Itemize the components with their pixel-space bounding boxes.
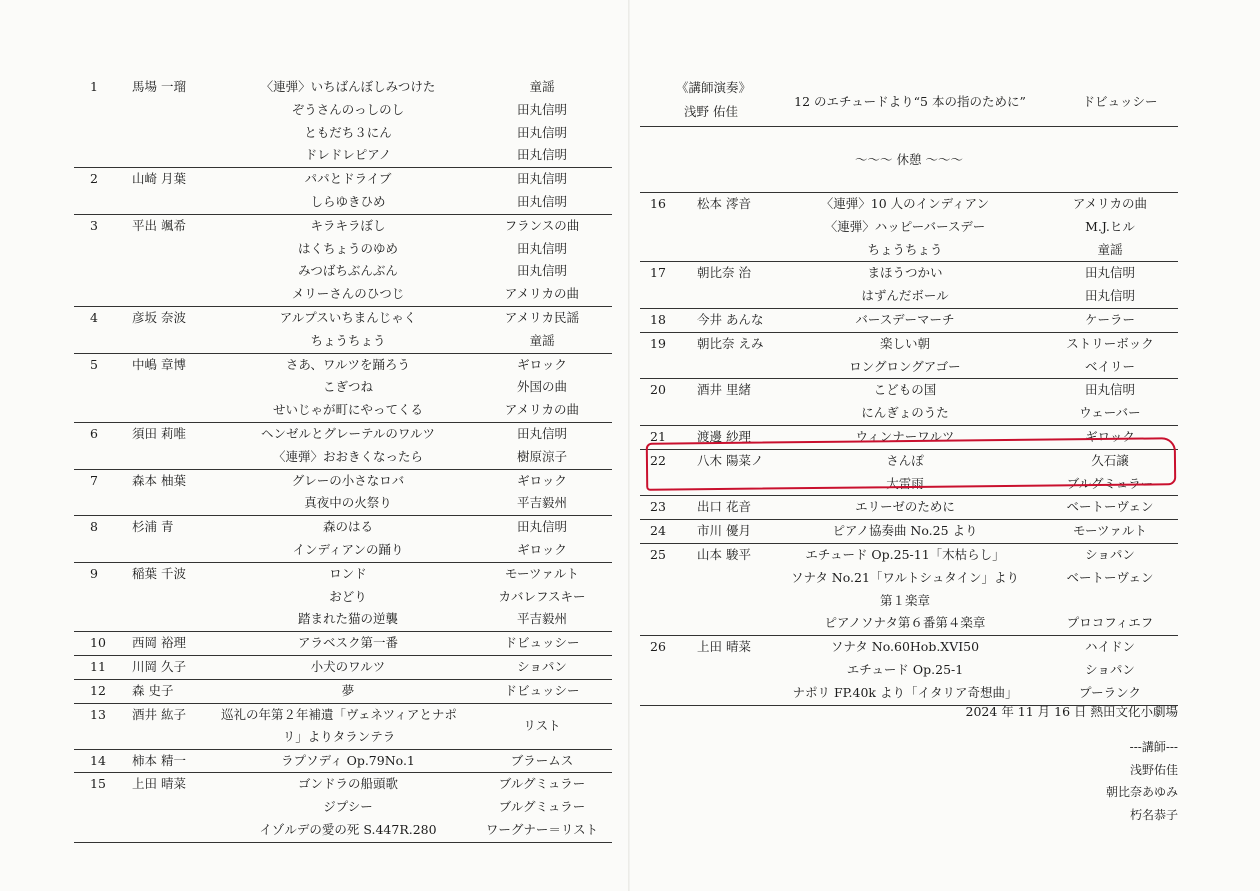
composer: ベートーヴェン <box>1066 499 1154 515</box>
piece-title: エチュード Op.25-11「木枯らし」 <box>805 547 1005 562</box>
composer: ベイリー <box>1084 358 1135 374</box>
piece-title: バースデーマーチ <box>855 312 955 327</box>
piece-title: こどもの国 <box>873 382 937 398</box>
composer: プーランク <box>1079 684 1141 700</box>
performer-group <box>74 632 612 656</box>
performer-group <box>74 563 612 632</box>
composer: ケーラー <box>1084 312 1135 327</box>
performer-group <box>640 379 1178 426</box>
composer: フランスの曲 <box>504 217 580 233</box>
program-row <box>74 215 612 237</box>
piece-title: まほうつかい <box>867 265 943 281</box>
performance-number: 21 <box>650 429 666 444</box>
piece-title: イゾルデの愛の死 S.447R.280 <box>259 821 437 837</box>
composer: ブラームス <box>510 752 574 768</box>
teacher-performance-piece: 12 のエチュードより“5 本の指のために” <box>794 94 1026 109</box>
piece-title: 森のはる <box>322 519 373 535</box>
performer-group <box>74 516 612 563</box>
performer-name: 彦坂 奈波 <box>132 310 186 325</box>
composer: アメリカの曲 <box>504 286 580 302</box>
program-row <box>640 193 1178 215</box>
composer: ギロック <box>517 356 567 372</box>
program-row <box>74 307 612 329</box>
performer-name: 八木 陽菜ノ <box>697 452 764 468</box>
performance-number: 17 <box>650 265 666 281</box>
program-row <box>640 379 1178 401</box>
performance-number: 22 <box>650 452 666 468</box>
performance-number: 7 <box>90 472 98 488</box>
program-row <box>74 122 612 144</box>
performer-group <box>640 333 1178 380</box>
composer: ハイドン <box>1084 639 1135 655</box>
program-row <box>74 399 612 421</box>
performance-number: 25 <box>650 547 666 562</box>
performer-group <box>74 680 612 704</box>
program-row <box>640 216 1178 238</box>
piece-title: こぎつね <box>322 379 373 395</box>
composer: ドビュッシー <box>504 682 580 698</box>
performer-group <box>640 496 1178 520</box>
piece-title: ウィンナーワルツ <box>855 429 955 444</box>
teacher-performance-composer: ドビュッシー <box>1082 94 1158 109</box>
program-row <box>74 586 612 608</box>
performer-name: 森本 柚葉 <box>132 472 186 488</box>
composer: ショパン <box>1085 661 1135 677</box>
program-row <box>74 260 612 282</box>
composer: 田丸信明 <box>1084 382 1135 398</box>
program-row <box>640 426 1178 448</box>
performance-number: 11 <box>90 659 106 674</box>
program-row <box>74 283 612 305</box>
program-row <box>640 520 1178 542</box>
composer: ショパン <box>517 659 567 674</box>
program-row <box>640 333 1178 355</box>
performance-number: 6 <box>90 426 98 441</box>
program-row <box>74 76 612 98</box>
piece-title: ちょうちょう <box>310 332 386 348</box>
composer: 田丸信明 <box>516 240 567 256</box>
performance-number: 8 <box>90 519 98 535</box>
program-row <box>74 563 612 585</box>
program-row <box>74 238 612 260</box>
performance-number: 13 <box>90 706 106 722</box>
teacher-performance <box>640 74 1178 127</box>
program-row <box>74 168 612 190</box>
performer-group <box>74 76 612 168</box>
piece-title: キラキラぼし <box>310 217 386 233</box>
composer: アメリカの曲 <box>504 402 580 418</box>
piece-title: おどり <box>329 588 367 604</box>
intermission-label: ～～～ 休憩 ～～～ <box>855 152 963 167</box>
piece-title: 巡礼の年第２年補遺「ヴェネツィアとナポリ」よりタランテラ <box>221 706 457 744</box>
composer: アメリカの曲 <box>1072 196 1148 211</box>
composer: プロコフィエフ <box>1066 615 1154 631</box>
teacher-name: 朝比奈あゆみ <box>1105 785 1178 799</box>
piece-title: 〈連弾〉10 人のインディアン <box>820 196 990 211</box>
piece-title: ピアノ協奏曲 No.25 より <box>832 523 978 539</box>
performer-group <box>640 544 1178 636</box>
piece-title: せいじゃが町にやってくる <box>272 402 423 418</box>
performance-number: 3 <box>90 217 98 233</box>
performance-number: 10 <box>90 635 106 651</box>
program-row <box>640 544 1178 566</box>
program-row <box>74 99 612 121</box>
performance-number: 24 <box>650 523 666 539</box>
performer-group <box>74 215 612 307</box>
program-row <box>74 539 612 561</box>
composer: ブルグミュラー <box>1066 475 1154 491</box>
program-row <box>640 356 1178 378</box>
piece-title: 夢 <box>341 682 355 698</box>
performer-group <box>74 656 612 680</box>
piece-title: ソナタ No.60Hob.XVI50 <box>830 639 980 655</box>
performance-number: 12 <box>90 682 106 698</box>
performer-name: 須田 莉唯 <box>132 426 186 441</box>
performer-name: 山崎 月葉 <box>132 171 186 187</box>
program-row <box>640 450 1178 472</box>
piece-title: パパとドライブ <box>304 171 392 187</box>
program-row <box>74 632 612 654</box>
performer-group <box>74 354 612 423</box>
teacher-name: 朽名恭子 <box>1129 807 1178 822</box>
performance-number: 26 <box>650 639 666 655</box>
performer-name: 森 史子 <box>132 682 174 698</box>
performance-number: 20 <box>650 382 666 398</box>
composer: 田丸信明 <box>516 426 567 441</box>
composer: モーツァルト <box>505 565 579 581</box>
performance-number: 19 <box>650 335 666 351</box>
piece-title: グレーの小さなロバ <box>291 472 405 488</box>
program-row <box>74 704 612 749</box>
program-row <box>74 516 612 538</box>
performer-name: 酒井 里緒 <box>697 382 751 398</box>
performer-name: 稲葉 千波 <box>132 565 186 581</box>
composer: カバレフスキー <box>498 588 586 604</box>
teacher-performance-label: 《講師演奏》 <box>676 80 752 95</box>
program-row <box>640 567 1178 589</box>
composer: 田丸信明 <box>516 193 567 209</box>
piece-title: ともだち３にん <box>304 124 392 140</box>
performance-number: 1 <box>90 79 98 94</box>
performer-name: 出口 花音 <box>697 499 751 515</box>
composer: モーツァルト <box>1073 523 1147 539</box>
performer-name: 朝比奈 えみ <box>697 335 764 351</box>
composer: 田丸信明 <box>1084 288 1135 304</box>
composer: 外国の曲 <box>516 379 567 395</box>
performer-name: 柿本 精一 <box>132 752 186 768</box>
piece-title: ぞうさんのっしのし <box>291 101 405 117</box>
composer: 田丸信明 <box>516 147 567 163</box>
performer-name: 中嶋 章博 <box>132 356 186 372</box>
piece-title: 小犬のワルツ <box>310 659 386 674</box>
piece-title: 楽しい朝 <box>879 335 930 351</box>
program-row <box>640 636 1178 658</box>
teacher-performance-name: 浅野 佑佳 <box>684 104 738 119</box>
piece-title: ヘンゼルとグレーテルのワルツ <box>260 426 435 441</box>
piece-title: エリーゼのために <box>855 499 955 515</box>
composer: ブルグミュラー <box>498 799 586 815</box>
program-row <box>74 773 612 795</box>
performer-group <box>74 168 612 215</box>
performer-group <box>640 193 1178 262</box>
composer: アメリカ民謡 <box>504 310 580 325</box>
piece-title: ラプソディ Op.79No.1 <box>281 752 415 768</box>
piece-title: しらゆきひめ <box>310 193 386 209</box>
composer: 平吉毅州 <box>516 495 567 511</box>
composer: ストリーボック <box>1066 335 1154 351</box>
performer-group <box>640 450 1178 497</box>
composer: 田丸信明 <box>516 263 567 279</box>
program-row <box>74 608 612 630</box>
performance-number: 2 <box>90 171 98 187</box>
piece-title: メリーさんのひつじ <box>291 286 405 302</box>
piece-title: みつばちぶんぶん <box>298 263 398 279</box>
composer: M.J.ヒル <box>1085 218 1135 234</box>
performance-number: 14 <box>90 752 106 768</box>
program-row <box>74 492 612 514</box>
program-row <box>74 423 612 445</box>
composer: 樹原涼子 <box>516 448 567 464</box>
concert-date-venue: 2024 年 11 月 16 日 熱田文化小劇場 <box>965 704 1178 719</box>
performer-name: 市川 優月 <box>697 523 751 539</box>
performer-group <box>74 470 612 517</box>
teacher-list-title: ---講師--- <box>1129 740 1178 754</box>
composer: 童謡 <box>529 79 555 94</box>
piece-title: エチュード Op.25-1 <box>846 661 964 677</box>
composer: 田丸信明 <box>516 101 567 117</box>
composer: ワーグナー＝リスト <box>485 821 599 837</box>
composer: ウェーバー <box>1079 405 1141 421</box>
performance-number: 23 <box>650 499 666 515</box>
piece-title: ロングロングアゴー <box>849 358 961 374</box>
program-row <box>640 309 1178 331</box>
composer: 童謡 <box>1097 241 1123 257</box>
performer-name: 酒井 紘子 <box>132 706 186 722</box>
composer: 平吉毅州 <box>516 611 567 627</box>
composer: リスト <box>523 717 561 733</box>
program-row <box>640 239 1178 261</box>
piece-title: にんぎょのうた <box>861 405 949 421</box>
piece-title: さんぽ <box>886 452 924 468</box>
program-row <box>640 402 1178 424</box>
performer-group <box>74 773 612 842</box>
performance-number: 9 <box>90 565 98 581</box>
program-row <box>640 285 1178 307</box>
piece-title: インディアンの踊り <box>292 541 404 557</box>
program-row <box>640 496 1178 518</box>
composer: ショパン <box>1085 547 1135 562</box>
performer-name: 上田 晴菜 <box>132 776 186 792</box>
performance-number: 4 <box>90 310 98 325</box>
piece-title: 第１楽章 <box>879 592 930 608</box>
piece-title: ちょうちょう <box>867 241 943 257</box>
composer: 田丸信明 <box>1084 265 1135 281</box>
performer-name: 杉浦 青 <box>132 519 174 535</box>
piece-title: アルプスいちまんじゃく <box>279 310 417 325</box>
program-row <box>640 659 1178 681</box>
performer-group <box>640 520 1178 544</box>
program-row <box>74 376 612 398</box>
program-row <box>640 612 1178 634</box>
program-row <box>74 750 612 772</box>
composer: ギロック <box>517 541 567 557</box>
program-row <box>74 819 612 841</box>
piece-title: アラベスク第一番 <box>297 635 398 651</box>
performer-group <box>74 423 612 470</box>
performance-number: 18 <box>650 312 666 327</box>
piece-title: ドレドレピアノ <box>304 147 392 163</box>
program-row <box>74 656 612 678</box>
teacher-name: 浅野佑佳 <box>1129 762 1178 777</box>
program-row <box>640 682 1178 704</box>
composer: ベートーヴェン <box>1066 569 1154 585</box>
composer: 田丸信明 <box>516 171 567 187</box>
performer-group <box>74 750 612 774</box>
composer: ドビュッシー <box>504 635 580 651</box>
program-row <box>74 446 612 468</box>
composer: ブルグミュラー <box>498 776 586 792</box>
piece-title: 〈連弾〉いちばんぼしみつけた <box>260 79 436 94</box>
page-fold <box>628 0 630 891</box>
piece-title: ロンド <box>329 565 367 581</box>
performance-number: 5 <box>90 356 98 372</box>
piece-title: 真夜中の火祭り <box>304 495 392 511</box>
piece-title: ナポリ FP.40k より「イタリア奇想曲」 <box>792 684 1018 700</box>
program-row <box>74 470 612 492</box>
performer-group <box>74 307 612 354</box>
composer: 田丸信明 <box>516 519 567 535</box>
program-row <box>640 262 1178 284</box>
piece-title: ソナタ No.21「ワルトシュタイン」より <box>790 569 1020 585</box>
program-row <box>74 354 612 376</box>
performer-group <box>640 426 1178 450</box>
composer: 童謡 <box>529 332 555 348</box>
composer: 田丸信明 <box>516 124 567 140</box>
program-row <box>74 191 612 213</box>
program-row <box>74 144 612 166</box>
composer: ギロック <box>517 472 567 488</box>
piece-title: ピアノソナタ第６番第４楽章 <box>824 615 986 631</box>
performer-name: 平出 颯希 <box>132 217 186 233</box>
piece-title: はずんだボール <box>861 288 949 304</box>
performer-name: 西岡 裕理 <box>132 635 186 651</box>
piece-title: 〈連弾〉おおきくなったら <box>272 448 423 464</box>
performer-name: 山本 駿平 <box>697 547 751 562</box>
composer: ギロック <box>1085 429 1135 444</box>
piece-title: 踏まれた猫の逆襲 <box>297 611 398 627</box>
performer-group <box>74 704 612 750</box>
performance-number: 15 <box>90 776 106 792</box>
performer-name: 川岡 久子 <box>132 659 186 674</box>
piece-title: 〈連弾〉ハッピーバースデー <box>824 218 986 234</box>
program-row <box>74 330 612 352</box>
performance-number: 16 <box>650 196 666 211</box>
performer-name: 今井 あんな <box>697 312 764 327</box>
piece-title: さあ、ワルツを踊ろう <box>285 356 411 372</box>
program-row <box>640 473 1178 495</box>
composer: 久石譲 <box>1091 452 1129 468</box>
teacher-list <box>1038 736 1178 826</box>
piece-title: はくちょうのゆめ <box>297 240 398 256</box>
piece-title: ジプシー <box>323 799 373 815</box>
program-row <box>74 796 612 818</box>
program-row <box>640 590 1178 612</box>
program-row <box>74 680 612 702</box>
performer-name: 渡邊 紗理 <box>697 429 751 444</box>
piece-title: ゴンドラの船頭歌 <box>297 776 398 792</box>
performer-name: 松本 澪音 <box>697 196 751 211</box>
piece-title: 大雷雨 <box>886 475 924 491</box>
performer-name: 上田 晴菜 <box>697 639 751 655</box>
performer-group <box>640 636 1178 705</box>
performer-group <box>640 262 1178 309</box>
performer-name: 朝比奈 治 <box>697 265 751 281</box>
performer-group <box>640 309 1178 333</box>
performer-name: 馬場 一瑠 <box>132 79 186 94</box>
